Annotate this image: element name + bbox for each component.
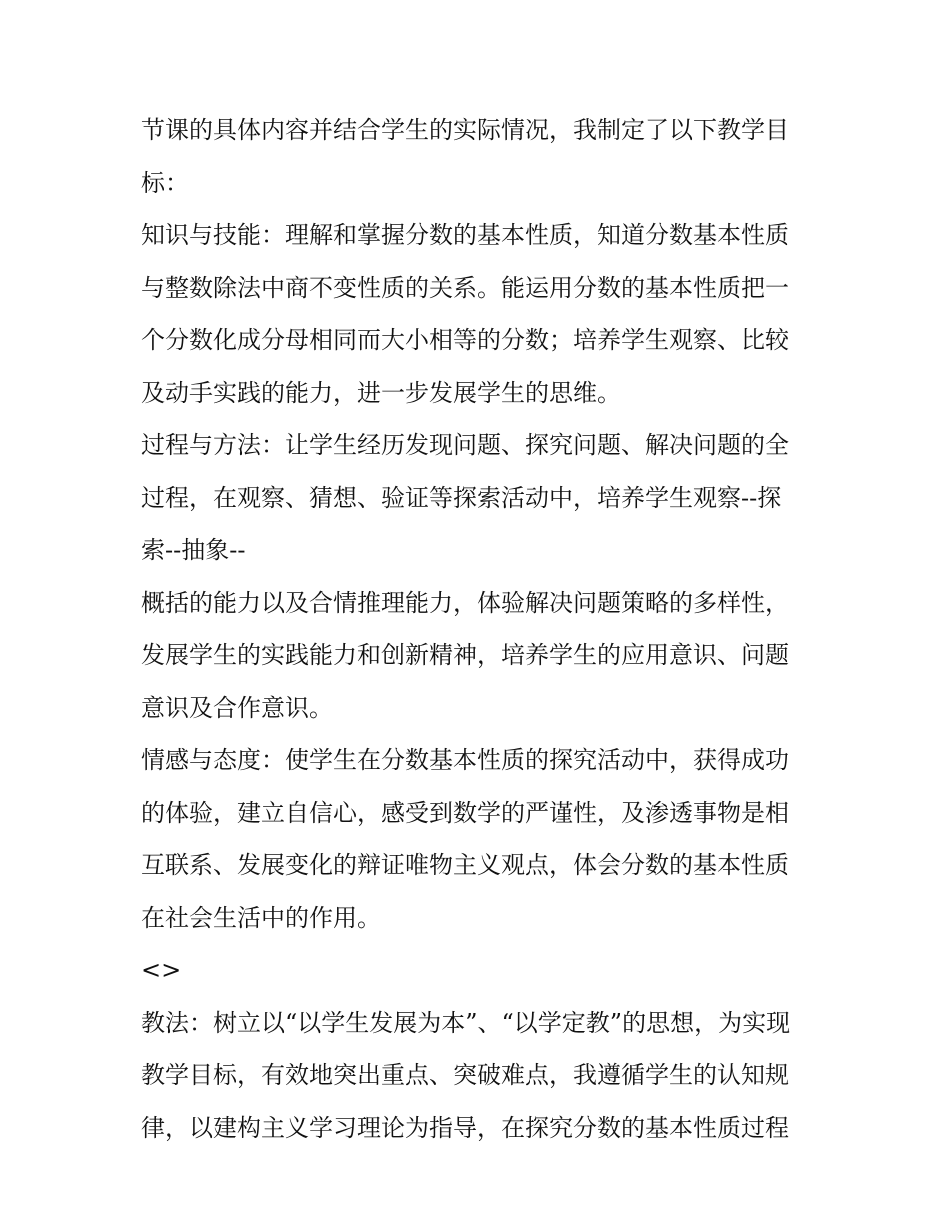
text-line: 意识及合作意识。 xyxy=(141,693,333,722)
text-line: 标： xyxy=(141,168,189,197)
text-line: 情感与态度：使学生在分数基本性质的探究活动中，获得成功 xyxy=(141,746,789,774)
text-line: 个分数化成分母相同而大小相等的分数；培养学生观察、比较 xyxy=(141,326,789,354)
text-line: 的体验，建立自信心，感受到数学的严谨性，及渗透事物是相 xyxy=(141,798,789,827)
text-line: 索--抽象-- xyxy=(141,536,246,564)
text-line: 发展学生的实践能力和创新精神，培养学生的应用意识、问题 xyxy=(141,641,789,669)
text-line: 概括的能力以及合情推理能力，体验解决问题策略的多样性， xyxy=(141,588,789,617)
text-line: 教法：树立以“以学生发展为本”、“以学定教”的思想，为实现 xyxy=(141,1008,791,1037)
text-line: 在社会生活中的作用。 xyxy=(141,903,381,932)
text-line: 过程，在观察、猜想、验证等探索活动中，培养学生观察--探 xyxy=(141,483,782,512)
text-line: 与整数除法中商不变性质的关系。能运用分数的基本性质把一 xyxy=(141,273,789,302)
text-line: <> xyxy=(141,956,182,984)
text-line: 教学目标，有效地突出重点、突破难点，我遵循学生的认知规 xyxy=(141,1061,789,1089)
text-line: 律，以建构主义学习理论为指导，在探究分数的基本性质过程 xyxy=(141,1113,789,1142)
text-line: 知识与技能：理解和掌握分数的基本性质，知道分数基本性质 xyxy=(141,221,789,249)
document-body xyxy=(141,110,813,1160)
text-line: 节课的具体内容并结合学生的实际情况，我制定了以下教学目 xyxy=(141,116,789,144)
text-line: 过程与方法：让学生经历发现问题、探究问题、解决问题的全 xyxy=(141,431,789,459)
text-line: 互联系、发展变化的辩证唯物主义观点，体会分数的基本性质 xyxy=(141,851,789,879)
text-line: 及动手实践的能力，进一步发展学生的思维。 xyxy=(141,378,621,407)
